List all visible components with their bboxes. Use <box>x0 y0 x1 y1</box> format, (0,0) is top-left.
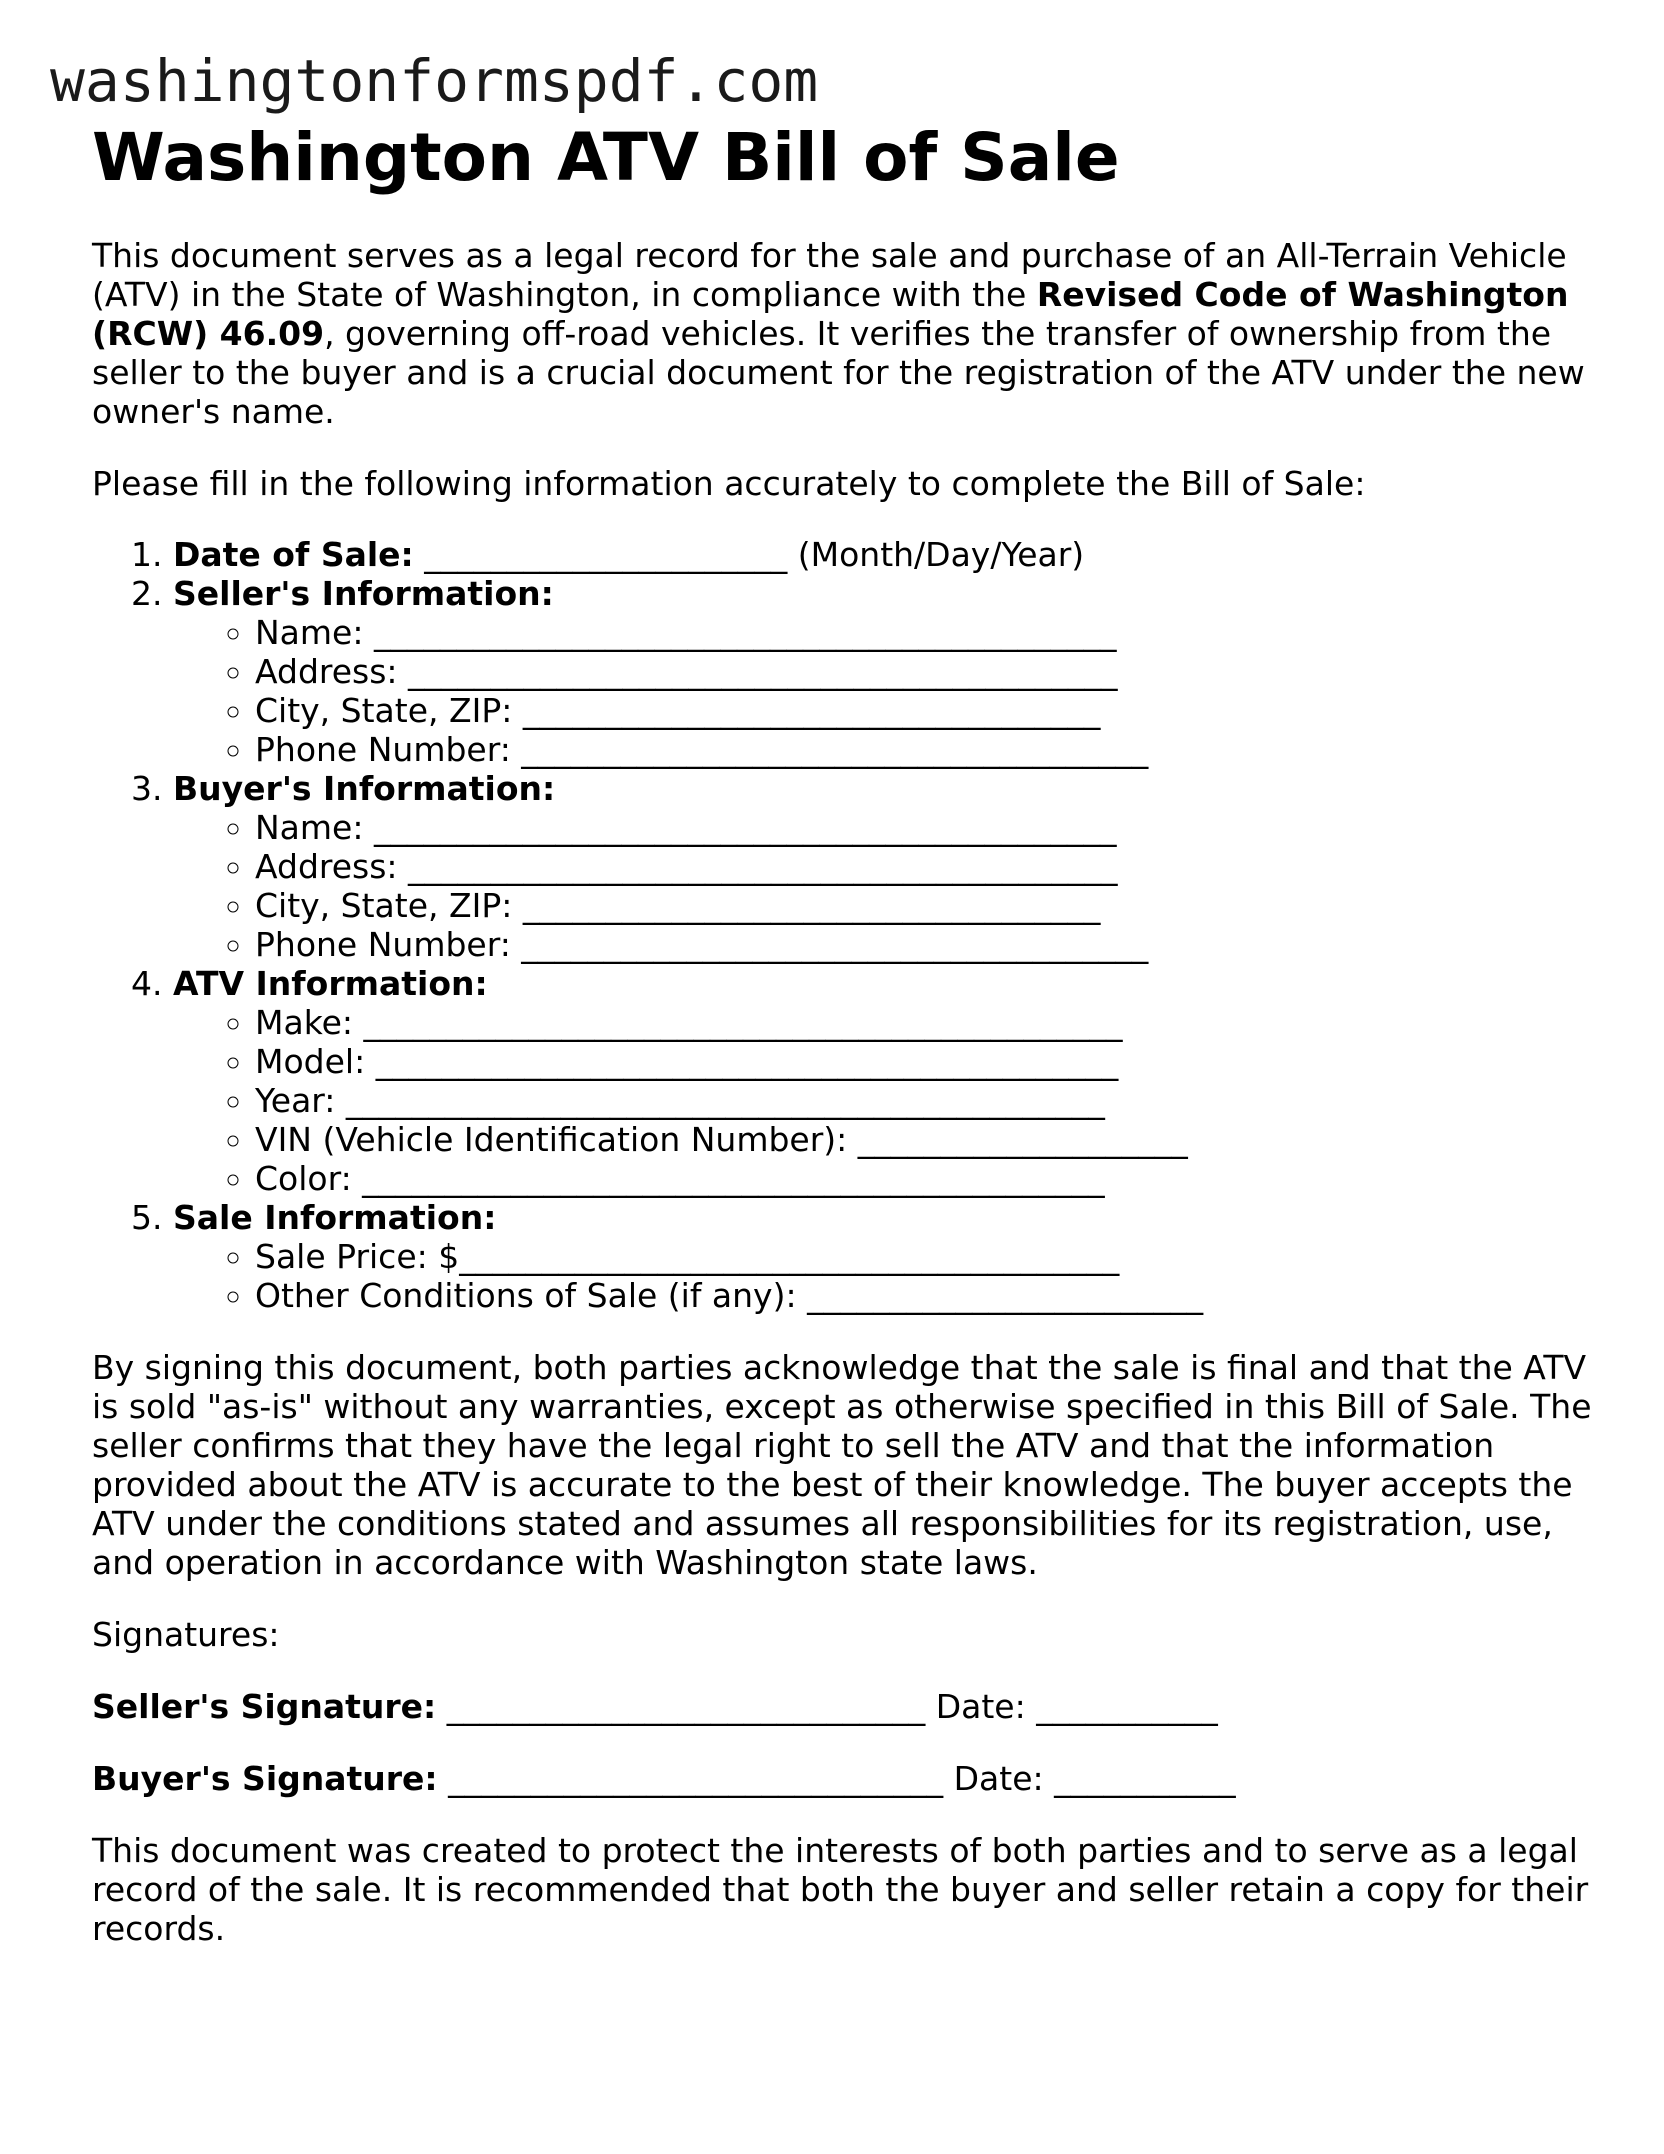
instructions-text: Please fill in the following information accurately to complete the Bill of Sale: <box>92 464 1366 503</box>
other-conditions-field[interactable]: ◦ Other Conditions of Sale (if any): ________________________ <box>255 1276 1592 1315</box>
buyer-signature-line <box>92 1759 1592 1798</box>
watermark-text: washingtonformspdf.com <box>50 47 819 115</box>
intro-text-1: This document serves as a legal record for the sale and purchase of an All-Terrain Vehicle (ATV) in the State of Washington, in compliance with the <box>92 236 1567 314</box>
date-of-sale-label: Date of Sale: <box>173 535 414 574</box>
atv-vin-field[interactable]: ◦ VIN (Vehicle Identification Number): ____________________ <box>255 1120 1592 1159</box>
date-of-sale-field[interactable]: ______________________ <box>413 535 788 574</box>
seller-phone-field[interactable]: ◦ Phone Number: ______________________________________ <box>255 730 1592 769</box>
atv-color-field[interactable]: ◦ Color: _____________________________________________ <box>255 1159 1592 1198</box>
date-of-sale-item <box>173 535 1592 574</box>
seller-info-heading: Seller's Information: <box>173 574 554 613</box>
atv-model-field[interactable]: ◦ Model: _____________________________________________ <box>255 1042 1592 1081</box>
buyer-city-state-zip-field[interactable]: ◦ City, State, ZIP: ___________________________________ <box>255 886 1592 925</box>
atv-make-field[interactable]: ◦ Make: ______________________________________________ <box>255 1003 1592 1042</box>
sale-info-section <box>173 1198 1592 1315</box>
seller-signature-line <box>92 1687 1592 1726</box>
buyer-info-section <box>173 769 1592 964</box>
buyer-info-heading: Buyer's Information: <box>173 769 556 808</box>
seller-signature-field[interactable]: _____________________________ Date: ___________ <box>436 1687 1218 1726</box>
intro-bold-reference: Revised Code of Washington (RCW) 46.09 <box>92 275 1569 353</box>
atv-fields-list <box>173 1003 1592 1198</box>
buyer-address-field[interactable]: ◦ Address: ___________________________________________ <box>255 847 1592 886</box>
sale-price-field[interactable]: ◦ Sale Price: $________________________________________ <box>255 1237 1592 1276</box>
seller-address-field[interactable]: ◦ Address: ___________________________________________ <box>255 652 1592 691</box>
buyer-signature-label: Buyer's Signature: <box>92 1759 438 1798</box>
sale-fields-list <box>173 1237 1592 1315</box>
atv-info-section <box>173 964 1592 1198</box>
buyer-signature-field[interactable]: ______________________________ Date: ___________ <box>437 1759 1236 1798</box>
buyer-fields-list <box>173 808 1592 964</box>
seller-info-section <box>173 574 1592 769</box>
seller-fields-list <box>173 613 1592 769</box>
sale-info-heading: Sale Information: <box>173 1198 497 1237</box>
atv-info-heading: ATV Information: <box>173 964 488 1003</box>
intro-paragraph <box>92 236 1592 431</box>
buyer-phone-field[interactable]: ◦ Phone Number: ______________________________________ <box>255 925 1592 964</box>
buyer-name-field[interactable]: ◦ Name: _____________________________________________ <box>255 808 1592 847</box>
seller-signature-label: Seller's Signature: <box>92 1687 437 1726</box>
acknowledgement-paragraph: By signing this document, both parties acknowledge that the sale is final and that the ATV is sold "as-is" without any warranties, except as otherwise specified in this Bill of Sale. The seller confirms that they have the legal right to sell the ATV and that the information provided about the ATV is accurate to the best of their knowledge. The buyer accepts the ATV under the conditions stated and assumes all responsibilities for its registration, use, and operation in accordance with Washington state laws. <box>92 1348 1592 1582</box>
date-format-hint: (Month/Day/Year) <box>787 535 1085 574</box>
document-body <box>92 118 1592 1948</box>
page-title: Washington ATV Bill of Sale <box>92 119 1120 196</box>
seller-name-field[interactable]: ◦ Name: _____________________________________________ <box>255 613 1592 652</box>
intro-text-2: , governing off-road vehicles. It verifies the transfer of ownership from the seller to the buyer and is a crucial document for the registration of the ATV under the new owner's name. <box>92 314 1585 431</box>
form-sections-list <box>92 535 1592 1315</box>
signatures-label: Signatures: <box>92 1615 280 1654</box>
seller-city-state-zip-field[interactable]: ◦ City, State, ZIP: ___________________________________ <box>255 691 1592 730</box>
atv-year-field[interactable]: ◦ Year: ______________________________________________ <box>255 1081 1592 1120</box>
closing-paragraph: This document was created to protect the interests of both parties and to serve as a legal record of the sale. It is recommended that both the buyer and seller retain a copy for their records. <box>92 1831 1589 1948</box>
